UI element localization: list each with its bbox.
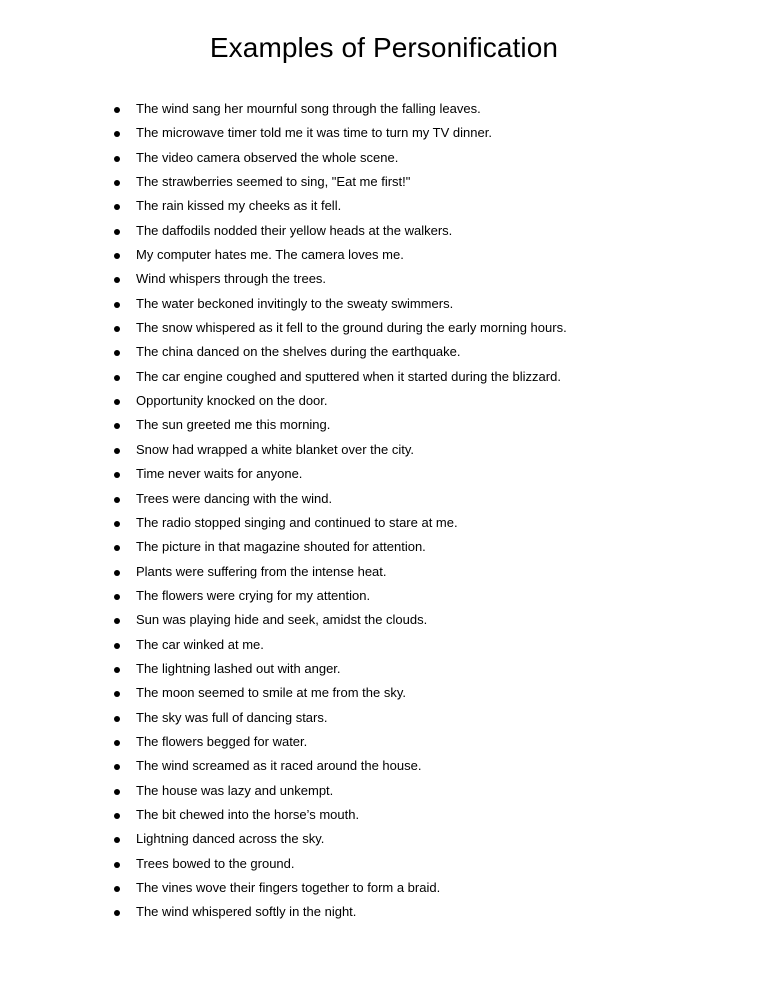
bullet-icon [114, 399, 120, 405]
bullet-icon [114, 545, 120, 551]
example-text: Sun was playing hide and seek, amidst the clouds. [136, 612, 428, 628]
example-text: The strawberries seemed to sing, "Eat me first!" [136, 174, 411, 190]
example-text: The video camera observed the whole scene. [136, 149, 399, 165]
bullet-icon [114, 667, 120, 673]
example-text: The china danced on the shelves during the earthquake. [136, 344, 461, 360]
example-text: The rain kissed my cheeks as it fell. [136, 198, 342, 214]
bullet-icon [114, 813, 120, 819]
bullet-icon [114, 618, 120, 624]
example-text: The vines wove their fingers together to form a braid. [136, 880, 441, 895]
bullet-icon [114, 448, 120, 454]
bullet-icon [114, 204, 120, 210]
example-text: The flowers were crying for my attention. [136, 587, 371, 603]
example-text: The bit chewed into the horse’s mouth. [136, 806, 360, 822]
bullet-icon [114, 277, 120, 283]
example-text: The wind sang her mournful song through the falling leaves. [136, 101, 481, 116]
bullet-icon [114, 423, 120, 429]
example-text: The house was lazy and unkempt. [136, 782, 334, 798]
bullet-icon [114, 594, 120, 600]
page-title: Examples of Personification [209, 32, 559, 63]
bullet-icon [114, 350, 120, 356]
example-text: Lightning danced across the sky. [136, 831, 325, 847]
bullet-icon [114, 302, 120, 308]
example-text: The daffodils nodded their yellow heads at the walkers. [136, 222, 453, 238]
example-text: The flowers begged for water. [136, 733, 308, 749]
example-text: Trees were dancing with the wind. [136, 490, 333, 506]
bullet-icon [114, 229, 120, 235]
example-text: The car winked at me. [136, 636, 264, 652]
bullet-icon [114, 691, 120, 697]
example-text: The wind screamed as it raced around the house. [136, 758, 422, 774]
example-text: Snow had wrapped a white blanket over the city. [136, 441, 414, 457]
bullet-icon [114, 910, 120, 916]
bullet-icon [114, 180, 120, 186]
example-text: The picture in that magazine shouted for attention. [136, 539, 426, 555]
bullet-icon [114, 472, 120, 478]
example-text: The water beckoned invitingly to the sweaty swimmers. [136, 295, 454, 311]
example-text: Wind whispers through the trees. [136, 271, 327, 287]
example-text: The moon seemed to smile at me from the sky. [136, 685, 406, 701]
bullet-icon [114, 643, 120, 649]
example-text: Trees bowed to the ground. [136, 855, 295, 871]
bullet-icon [114, 497, 120, 503]
bullet-icon [114, 837, 120, 843]
example-text: Opportunity knocked on the door. [136, 393, 328, 409]
example-text: The car engine coughed and sputtered when it started during the blizzard. [136, 368, 561, 384]
example-text: Plants were suffering from the intense heat. [136, 563, 387, 579]
bullet-icon [114, 716, 120, 722]
bullet-icon [114, 862, 120, 868]
example-text: The wind whispered softly in the night. [136, 904, 357, 920]
bullet-icon [114, 253, 120, 259]
bullet-icon [114, 570, 120, 576]
bullet-icon [114, 764, 120, 770]
bullet-icon [114, 789, 120, 795]
bullet-icon [114, 740, 120, 746]
bullet-icon [114, 886, 120, 892]
example-text: The radio stopped singing and continued to stare at me. [136, 514, 458, 530]
bullet-icon [114, 107, 120, 113]
example-text: The lightning lashed out with anger. [136, 660, 341, 676]
example-text: The sun greeted me this morning. [136, 417, 331, 433]
bullet-icon [114, 156, 120, 162]
example-text: The sky was full of dancing stars. [136, 709, 328, 725]
example-text: My computer hates me. The camera loves me. [136, 247, 404, 263]
example-text: The snow whispered as it fell to the ground during the early morning hours. [136, 320, 567, 336]
example-text: Time never waits for anyone. [136, 466, 303, 482]
bullet-icon [114, 521, 120, 527]
bullet-icon [114, 131, 120, 137]
example-text: The microwave timer told me it was time to turn my TV dinner. [136, 125, 492, 141]
bullet-icon [114, 326, 120, 332]
bullet-icon [114, 375, 120, 381]
